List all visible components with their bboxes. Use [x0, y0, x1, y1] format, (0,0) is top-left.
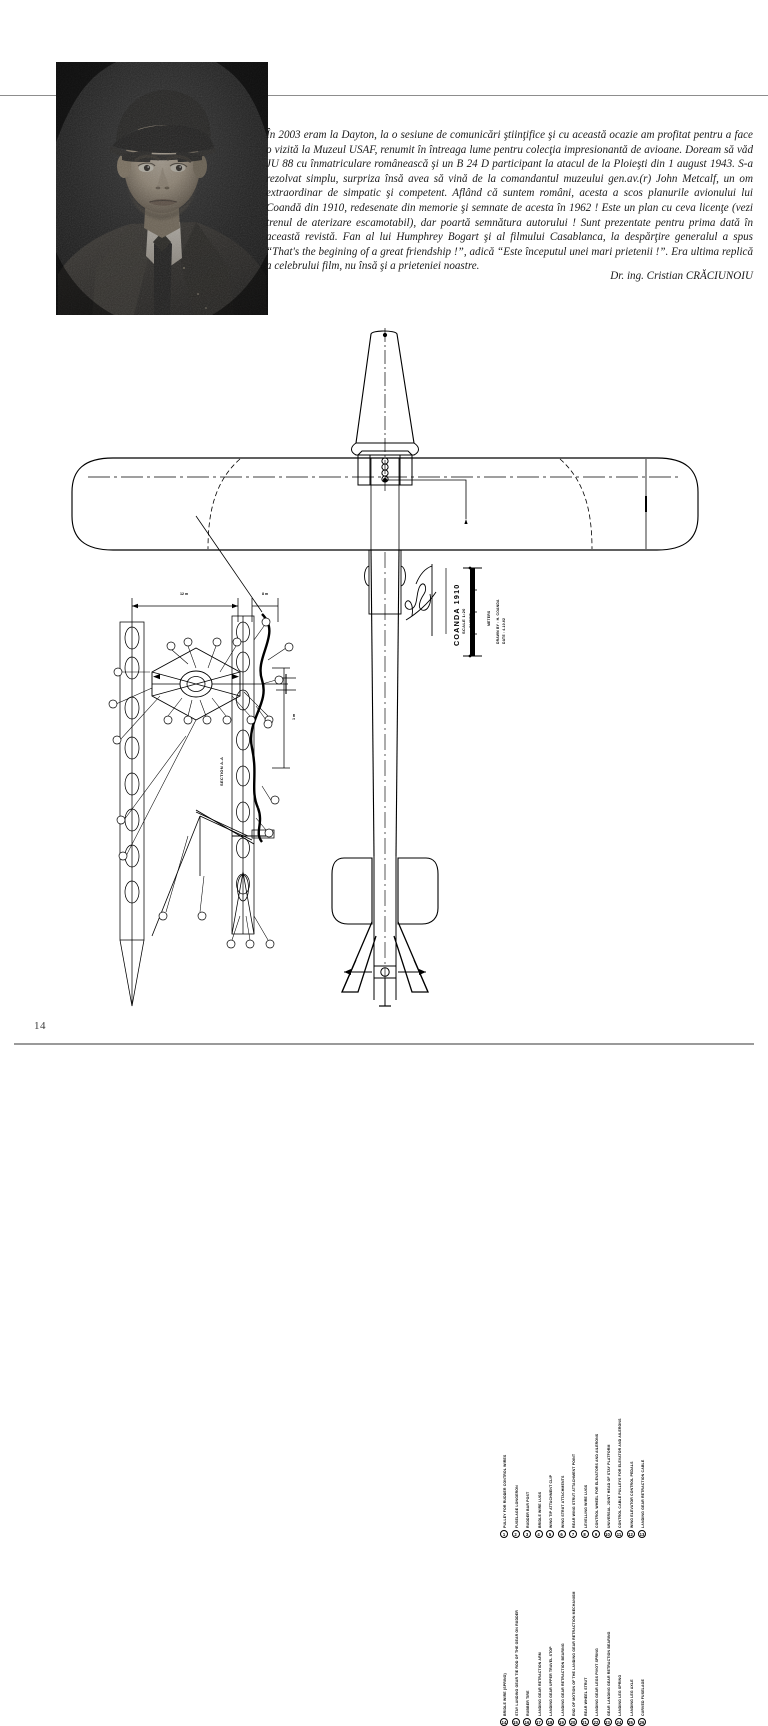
dimension-label-1: 12 m	[180, 592, 189, 596]
legend-lower-item-text-21: REAR WHEEL STRUT	[583, 1677, 588, 1716]
legend-lower-item-text-16: RUBBER TIRE	[526, 1690, 530, 1716]
legend-upper-item-bubble-12: 12	[628, 1532, 633, 1537]
legend-upper-item-text-3: RUDDER BAR POST	[526, 1491, 530, 1528]
legend-lower-item-bubble-23: 23	[605, 1720, 610, 1725]
legend-lower-item-bubble-24: 24	[616, 1720, 622, 1725]
legend-lower-item-bubble-21: 21	[582, 1720, 587, 1725]
technical-drawing	[0, 316, 768, 1725]
legend-upper-item-bubble-11: 11	[616, 1532, 622, 1537]
scale-bar-label: METERS	[487, 610, 491, 626]
legend-upper-item-bubble-1: 1	[500, 1530, 508, 1538]
legend-upper-item-text-1: PULLEY FOR RUDDER CONTROL WIRES	[503, 1454, 507, 1528]
legend-lower-item-text-20: END OF MOTION OF THE LANDING GEAR RETRACTION MECHANISM	[572, 1591, 576, 1716]
legend-lower-item-bubble-25: 25	[628, 1720, 633, 1725]
legend-lower-item-text-24: LANDING LEG SPRING	[618, 1674, 622, 1716]
drawing-title: COANDA 1910	[452, 583, 461, 646]
legend-upper-item-text-11: CONTROL CABLE PULLEYS FOR ELEVATOR AND AILERONS	[618, 1418, 622, 1528]
legend-upper-item-text-8: LEVELLING WIRE LUGS	[583, 1484, 588, 1528]
legend-lower-item-bubble-17: 17	[536, 1720, 541, 1725]
legend-upper-item-text-6: WING STRUT ATTACHMENTS	[560, 1475, 565, 1528]
legend-lower-item-bubble-16: 16	[524, 1720, 530, 1725]
signature-coanda	[405, 566, 436, 620]
legend-lower-item-text-26: CURVED FUSELAGE	[641, 1679, 645, 1716]
legend-upper-item-text-10: UNIVERSAL JOINT HEAD OF STAY PLATFORM	[606, 1444, 611, 1528]
article-byline: Dr. ing. Cristian CRĂCIUNOIU	[610, 270, 753, 282]
legend-lower-item-text-18: LANDING GEAR UPPER TRAVEL STOP	[549, 1646, 553, 1716]
legend-upper-item-text-12: WING ELEVATOR CONTROL PEDALS	[629, 1461, 634, 1528]
section-label: SECTION A-A	[219, 756, 224, 786]
legend-upper-item-bubble-8: 8	[581, 1530, 589, 1538]
legend-upper-item-bubble-3: 3	[523, 1530, 531, 1538]
legend-lower-item-text-17: LANDING GEAR RETRACTION ARM	[537, 1652, 542, 1716]
legend-lower-item-text-15: STAY LANDING GEAR TIE ROD OF THE GEAR ON RUDDER	[514, 1610, 519, 1716]
legend-upper-item-bubble-4: 4	[535, 1530, 543, 1538]
legend-upper-item-text-13: LANDING GEAR RETRACTION CABLE	[641, 1459, 645, 1528]
drawing-date: DATE : 4.10.62	[502, 617, 506, 644]
drawing-drawn-by: DRAWN BY : H. COANDA	[496, 599, 500, 644]
legend-upper-item-text-7: REAR WING STRUT ATTACHMENT POINT	[572, 1453, 576, 1528]
legend-upper-item-text-2: FUSELAGE LONGERON	[514, 1485, 519, 1528]
detail-callout-bubbles	[109, 618, 293, 948]
legend-lower-item-bubble-18: 18	[547, 1720, 553, 1725]
legend-lower-item-bubble-14: 14	[501, 1720, 507, 1725]
legend-upper-item-text-5: WING TIP ATTACHMENT CLIP	[549, 1474, 553, 1528]
dimension-label-2: 8 m	[262, 592, 269, 596]
legend-upper-item-bubble-9: 9	[592, 1530, 600, 1538]
legend-lower-item-text-22: LANDING GEAR LEGS PIVOT SPRING	[595, 1648, 599, 1716]
legend-lower-item-text-19: LANDING GEAR RETRACTION BEARING	[560, 1643, 565, 1716]
legend-upper-item-bubble-7: 7	[569, 1530, 577, 1538]
drawing-scale: SCALE 1:20	[461, 608, 466, 634]
landing-gear-detail	[116, 516, 296, 1006]
legend-upper-item-bubble-5: 5	[546, 1530, 554, 1538]
legend-upper-item-text-4: BRIDLE WIRE LUGS	[537, 1491, 542, 1528]
title-block-rules	[432, 564, 446, 636]
legend-upper-item-bubble-6: 6	[558, 1530, 566, 1538]
legend-lower-item-text-25: LANDING LEG AXLE	[629, 1679, 634, 1716]
legend-lower-item-bubble-26: 26	[639, 1720, 645, 1725]
legend-lower-item-text-14: BRIDLE WIRE (SPRING)	[503, 1673, 507, 1716]
footer-divider	[14, 1043, 754, 1045]
fuselage-boom	[365, 550, 406, 1006]
nose-cone	[352, 328, 419, 491]
legend-upper-item-bubble-10: 10	[605, 1532, 610, 1537]
legend-lower-item-bubble-19: 19	[559, 1720, 564, 1725]
legend-upper-item-bubble-13: 13	[639, 1532, 645, 1537]
legend-lower-item-bubble-22: 22	[593, 1720, 599, 1725]
legend-upper-item-text-9: CONTROL WHEEL FOR ELEVATORS AND AILERONS	[595, 1433, 599, 1528]
page-number: 14	[34, 1020, 46, 1032]
drawing-sheet: SHEET	[468, 613, 473, 628]
legend-lower-item-bubble-15: 15	[513, 1720, 518, 1725]
legend-lower-item-text-23: GEAR LANDING GEAR RETRACTION BEARING	[606, 1631, 611, 1716]
portrait-photo	[56, 62, 268, 315]
dimension-label-3: 1 m	[292, 713, 296, 720]
article-body: În 2003 eram la Dayton, la o sesiune de comunicări ştiinţifice şi cu această ocazie am profitat pentru a face o vizită la Muzeul USAF, renumit în întreaga lume pentru colecţia impresionantă de avioane. Doream să văd JU 88 cu înmatriculare românească şi un B 24 D participant la atacul de la Ploieşti din 1 august 1943. S-a rezolvat simplu, surpriza însă avea să vină de la comandantul muzeului gen.av.(r) John Metcalf, un om extraordinar de simpatic şi competent. Aflând că suntem români, acesta a scos planurile avionului lui Coandă din 1910, redesenate din memorie şi semnate de acesta în 1962 ! Este un plan cu ceva licenţe (vezi trenul de aterizare escamotabil), dar poartă semnătura autorului ! Sunt prezentate pentru prima dată în această revistă. Fan al lui Humphrey Bogart şi al filmului Casablanca, la despărţire generalul a spus “That's the begining of a great friendship !”, adică “Este începutul unei mari prietenii !”. Era ultima replică a celebrului film, nu însă şi a prieteniei noastre.	[266, 129, 753, 273]
legend-lower-item-bubble-20: 20	[570, 1720, 576, 1725]
legend-upper-item-bubble-2: 2	[512, 1530, 520, 1538]
